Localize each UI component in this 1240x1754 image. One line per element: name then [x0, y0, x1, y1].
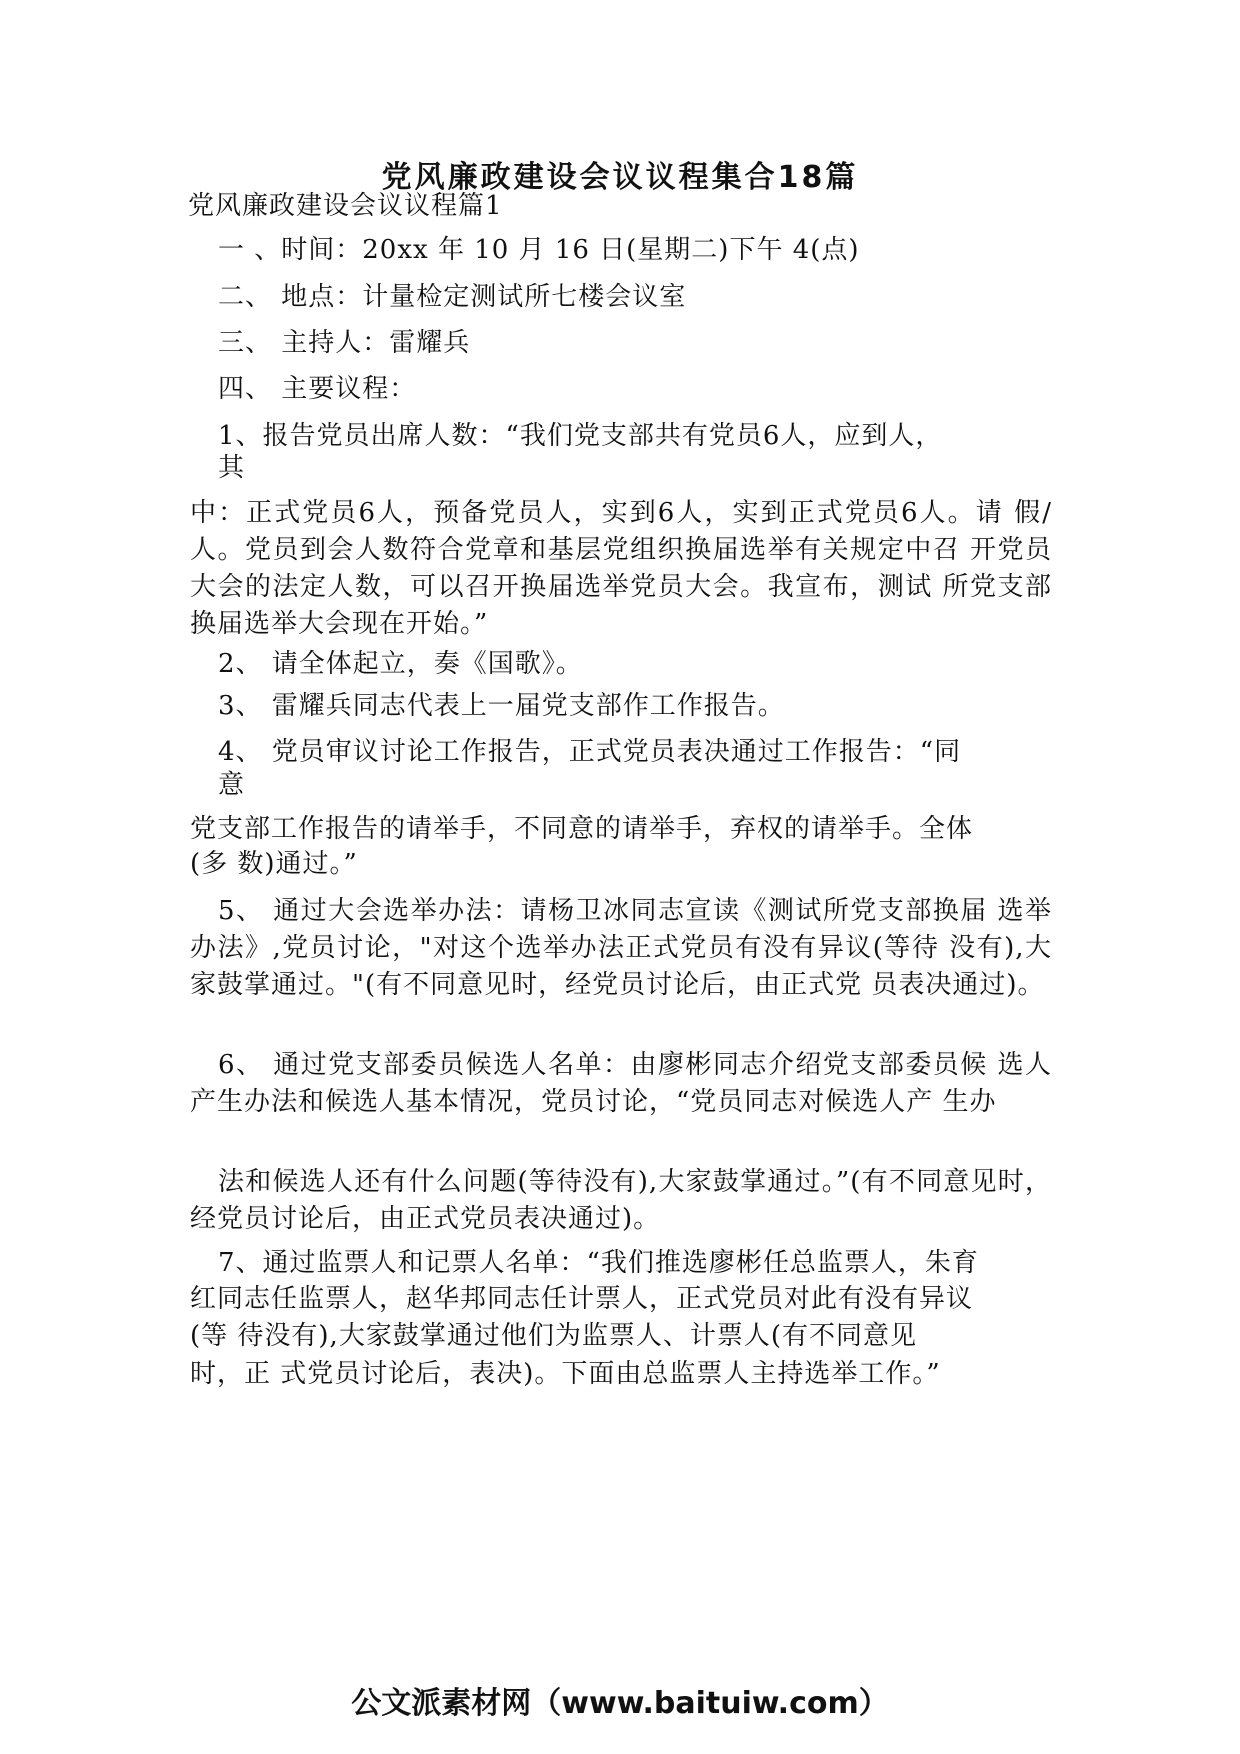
- agenda-6-continuation: 法和候选人还有什么问题(等待没有),大家鼓掌通过。”(有不同意见时，经党员讨论后，由正式党员表决通过)。: [190, 1167, 1052, 1234]
- agenda-3: 3、 雷耀兵同志代表上一届党支部作工作报告。: [218, 691, 785, 721]
- agenda-7-line3: (等 待没有),大家鼓掌通过他们为监票人、计票人(有不同意见: [190, 1321, 917, 1351]
- document-title: 党风廉政建设会议议程集合18篇: [381, 160, 859, 195]
- item-agenda: 四、 主要议程：: [218, 374, 417, 404]
- footer-source: 公文派素材网（www.baituiw.com）: [351, 1686, 889, 1721]
- agenda-7-line4: 时，正 式党员讨论后，表决)。下面由总监票人主持选举工作。”: [190, 1359, 941, 1389]
- agenda-4-line1: 4、 党员审议讨论工作报告，正式党员表决通过工作报告：“同: [218, 737, 962, 767]
- agenda-5: 5、 通过大会选举办法：请杨卫冰同志宣读《测试所党支部换届 选举办法》,党员讨论，"对这个选举办法正式党员有没有异议(等待 没有),大家鼓掌通过。"(有不同意见时，经党员讨论后，由正式党 员表决通过)。: [190, 896, 1052, 1000]
- agenda-6: 6、 通过党支部委员候选人名单：由廖彬同志介绍党支部委员候 选人产生办法和候选人基本情况，党员讨论，“党员同志对候选人产 生办: [190, 1050, 1052, 1117]
- item-host: 三、 主持人：雷耀兵: [218, 328, 471, 358]
- agenda-1-line1: 1、报告党员出席人数：“我们党支部共有党员6人，应到人，: [218, 421, 943, 451]
- section-title: 党风廉政建设会议议程篇1: [188, 191, 503, 221]
- item-place: 二、 地点：计量检定测试所七楼会议室: [218, 282, 687, 312]
- item-time: 一 、时间：20xx 年 10 月 16 日(星期二)下午 4(点): [218, 235, 860, 265]
- agenda-1-continuation: 中：正式党员6人，预备党员人，实到6人，实到正式党员6人。请 假/人。党员到会人数符合党章和基层党组织换届选举有关规定中召 开党员大会的法定人数，可以召开换届选举党员大会。我宣布，测试 所党支部换届选举大会现在开始。”: [190, 498, 1052, 639]
- agenda-7-line1: 7、通过监票人和记票人名单：“我们推选廖彬任总监票人，朱育: [218, 1248, 979, 1278]
- agenda-7-line2: 红同志任监票人，赵华邦同志任计票人，正式党员对此有没有异议: [190, 1284, 974, 1314]
- agenda-2: 2、 请全体起立，奏《国歌》。: [218, 649, 583, 679]
- agenda-4-line2: 意: [218, 770, 246, 800]
- agenda-4-cont-line2: (多 数)通过。”: [190, 849, 358, 879]
- agenda-4-cont-line1: 党支部工作报告的请举手，不同意的请举手，弃权的请举手。全体: [190, 814, 974, 844]
- agenda-1-line2: 其: [218, 453, 246, 483]
